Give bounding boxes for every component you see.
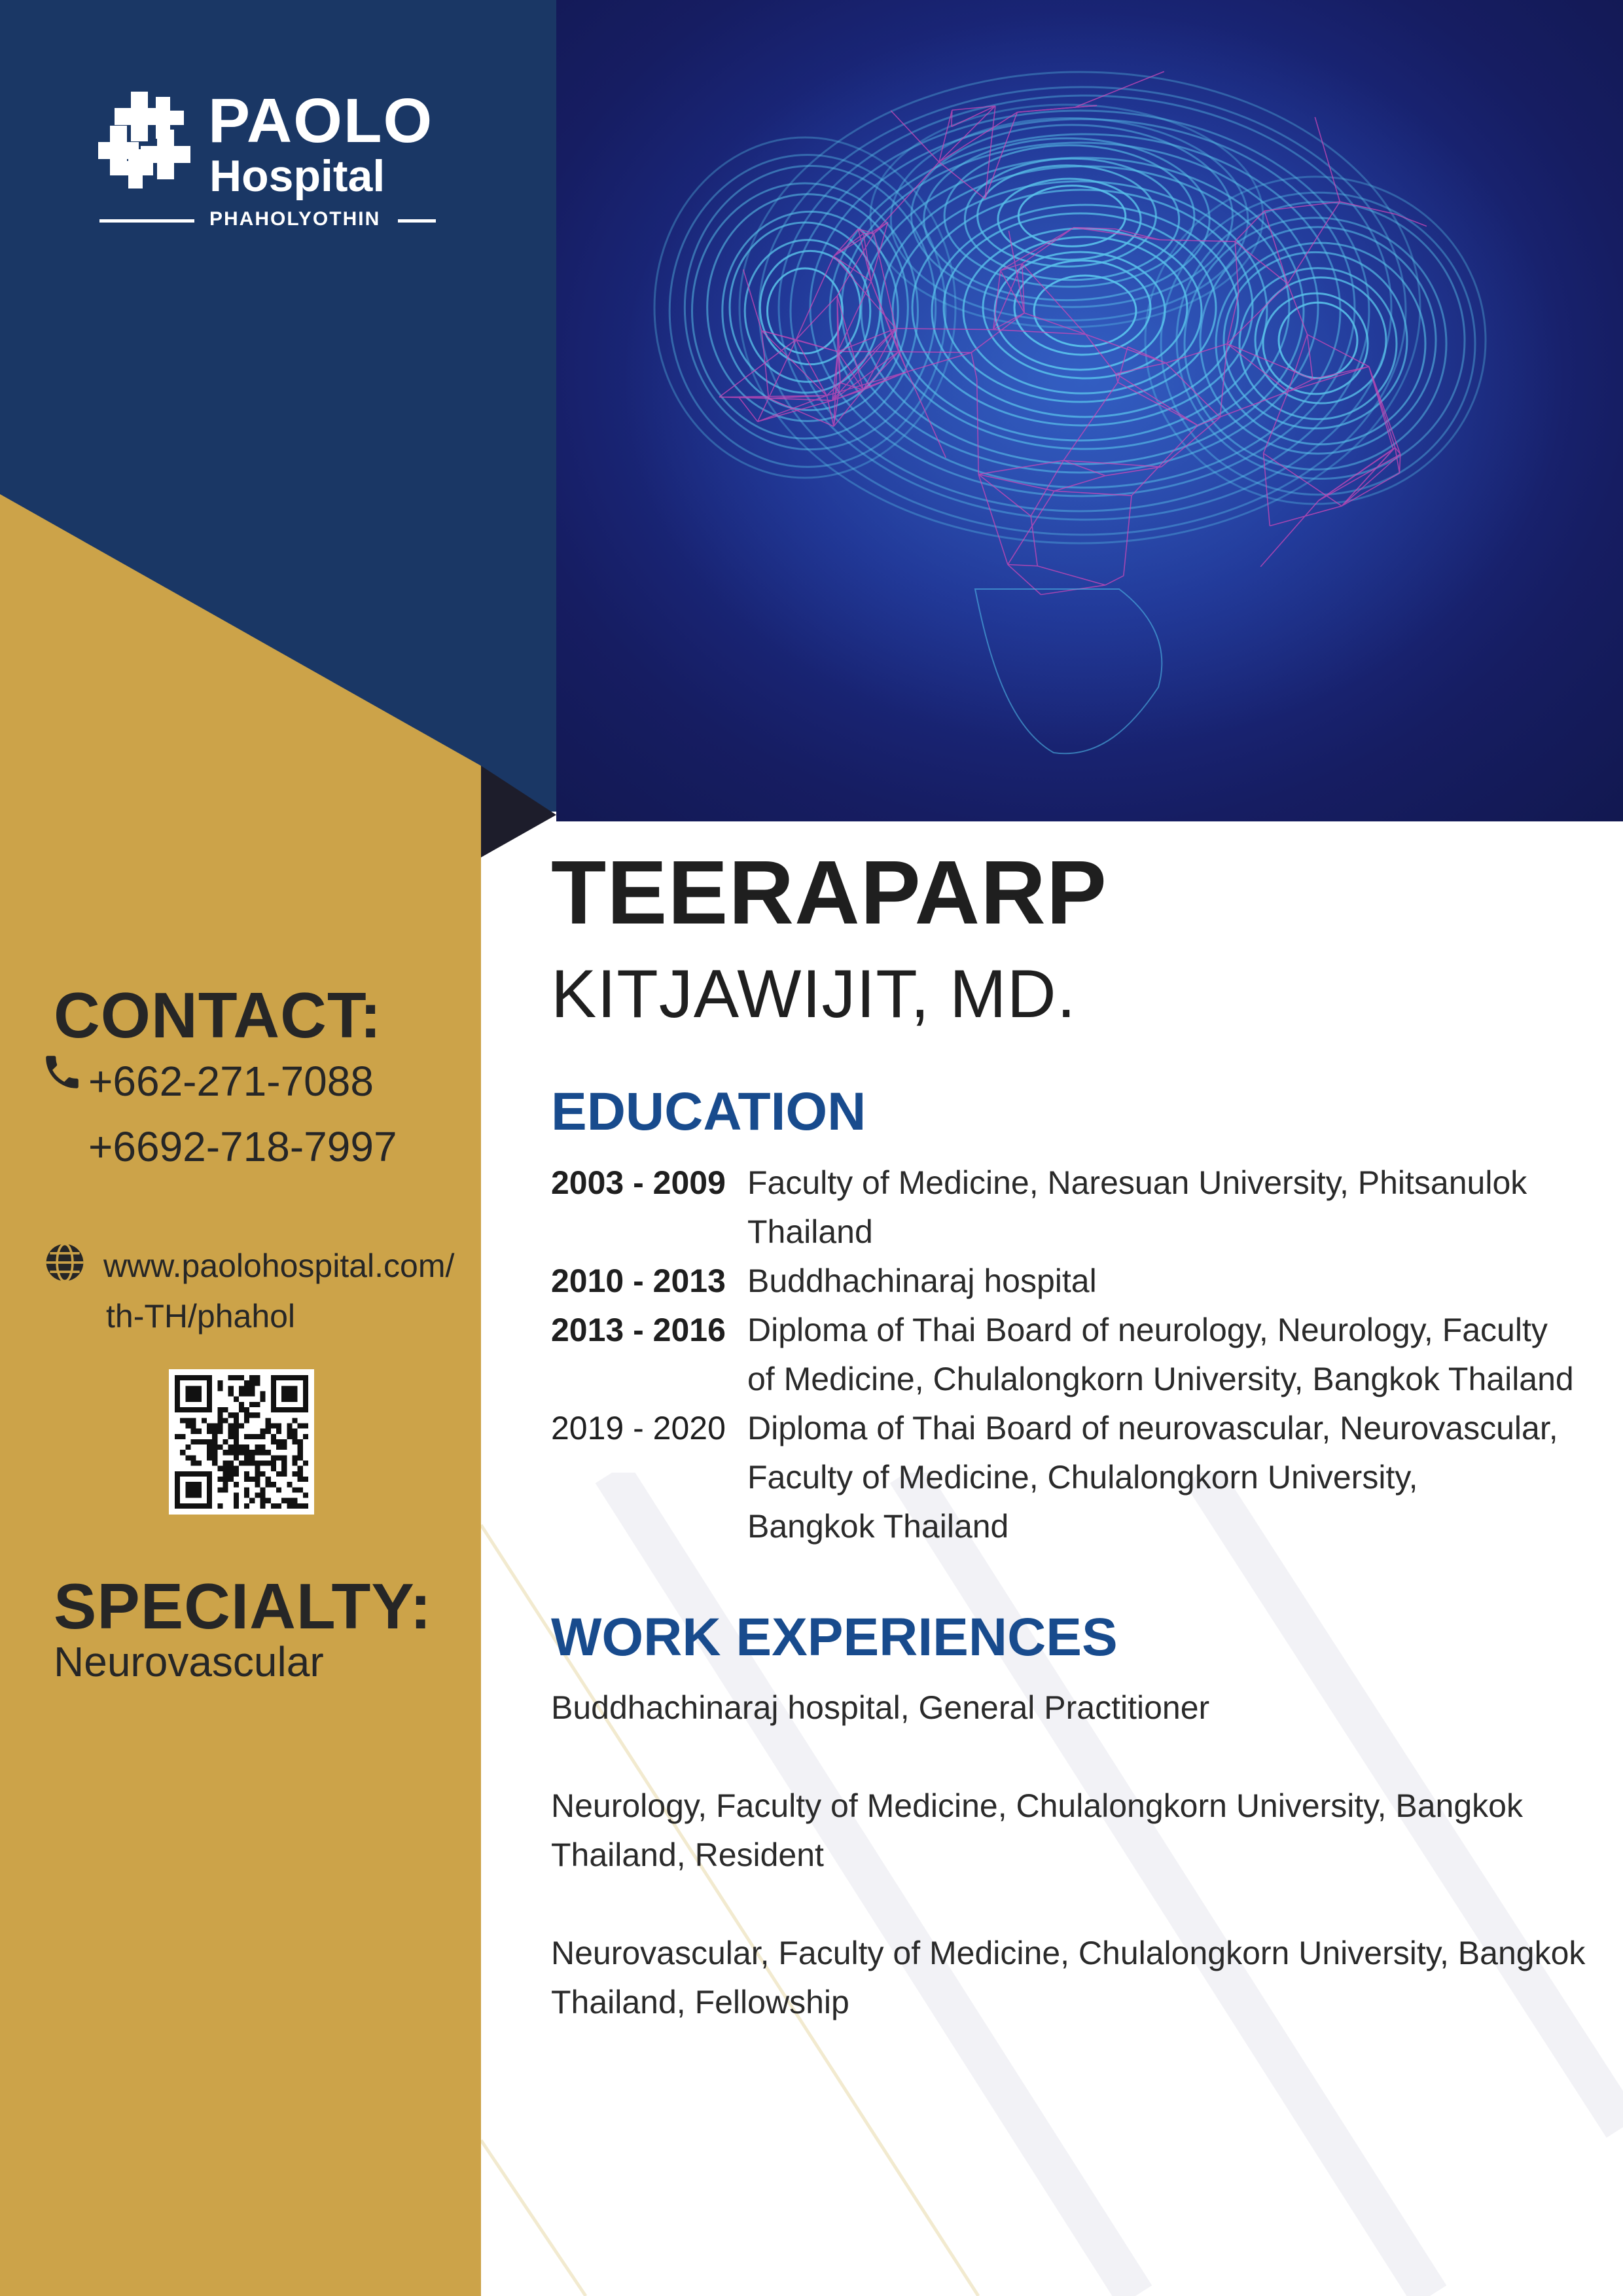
education-years: 2010 - 2013 [551,1263,726,1299]
hospital-cross-logo-icon [98,92,200,193]
education-description [747,1257,1572,1306]
brain-illustration [556,0,1623,821]
work-item [551,1683,1572,1732]
logo-name: PAOLO [208,86,434,156]
work-experience-heading: WORK EXPERIENCES [551,1607,1118,1667]
qr-code[interactable] [169,1369,314,1515]
contact-phone-2[interactable]: +6692-718-7997 [88,1123,397,1170]
education-line: Buddhachinaraj hospital [747,1263,1097,1299]
education-description [747,1404,1572,1551]
globe-icon [43,1240,87,1285]
education-line: Diploma of Thai Board of neurology, Neurology, Faculty [747,1312,1548,1348]
specialty-heading: SPECIALTY: [54,1570,433,1642]
work-line: Neurovascular, Faculty of Medicine, Chulalongkorn University, Bangkok [551,1935,1586,1971]
education-line: Bangkok Thailand [747,1508,1009,1545]
education-years: 2019 - 2020 [551,1410,726,1446]
hospital-logo [98,85,438,236]
logo-divider-left [99,219,194,223]
work-line: Neurology, Faculty of Medicine, Chulalongkorn University, Bangkok [551,1787,1523,1824]
education-line: of Medicine, Chulalongkorn University, Bangkok Thailand [747,1361,1574,1397]
specialty-value: Neurovascular [54,1638,324,1685]
doctor-last-name: KITJAWIJIT, MD. [551,956,1077,1032]
logo-divider-right [398,219,436,223]
education-heading: EDUCATION [551,1082,866,1141]
doctor-first-name: TEERAPARP [551,842,1107,943]
contact-phone-1[interactable]: +662-271-7088 [88,1058,374,1105]
website-link-line-2[interactable]: th-TH/phahol [106,1298,296,1335]
education-line: Thailand [747,1213,873,1250]
education-line: Faculty of Medicine, Naresuan University, Phitsanulok [747,1164,1527,1201]
work-item [551,1929,1586,2027]
education-description [747,1306,1572,1404]
education-years: 2013 - 2016 [551,1312,726,1348]
work-line: Buddhachinaraj hospital, General Practitioner [551,1689,1210,1726]
work-line: Thailand, Fellowship [551,1984,849,2020]
education-description [747,1158,1572,1257]
phone-icon [41,1050,84,1094]
education-years: 2003 - 2009 [551,1164,726,1201]
contact-heading: CONTACT: [54,979,382,1051]
website-link-line-1[interactable]: www.paolohospital.com/ [103,1247,455,1284]
education-line: Diploma of Thai Board of neurovascular, Neurovascular, [747,1410,1558,1446]
work-item [551,1782,1572,1880]
education-line: Faculty of Medicine, Chulalongkorn University, [747,1459,1418,1496]
logo-branch: PHAHOLYOTHIN [209,208,381,230]
work-line: Thailand, Resident [551,1837,824,1873]
light-streak-decoration [481,1473,1623,2296]
logo-subtitle: Hospital [209,151,385,201]
